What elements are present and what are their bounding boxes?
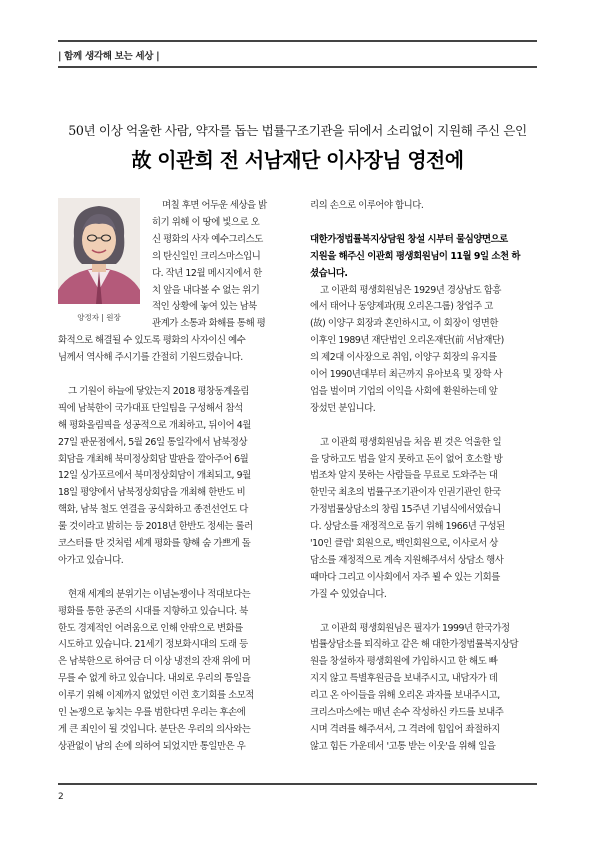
left-column-line: 무를 수 없게 하고 있습니다. 내외로 우리의 통일을 xyxy=(58,673,251,685)
left-column-line: 평화를 통한 공존의 시대를 지향하고 있습니다. 북 xyxy=(58,605,248,617)
left-column-line: 히기 위해 이 땅에 빛으로 오 xyxy=(152,216,260,228)
left-column-line: 은 남북한으로 하여금 더 이상 냉전의 잔재 위에 머 xyxy=(58,656,251,668)
left-column-line: 그 기원이 하늘에 닿았는지 2018 평창동계올림 xyxy=(68,385,250,397)
right-column-line: 않고 힘든 가운데서 '고통 받는 이웃'을 위해 일을 xyxy=(310,740,496,752)
left-column-line: 인 논쟁으로 놓치는 우를 범한다면 우리는 후손에 xyxy=(58,707,246,718)
right-column-line: 법조차 알지 못하는 사람들을 무료로 도와주는 대 xyxy=(310,470,498,482)
left-column-line: 픽에 남북한이 국가대표 단일팀을 구성해서 참석 xyxy=(58,402,243,414)
left-column-line: 게 큰 죄인이 될 것입니다. 분단은 우리의 의사와는 xyxy=(58,723,251,735)
right-column-line: 지원을 해주신 이관희 평생회원님이 11월 9일 소천 하 xyxy=(310,250,521,262)
left-column-line: 한도 경제적인 어려움으로 인해 안팎으로 변화를 xyxy=(58,622,243,634)
section-label: | 함께 생각해 보는 세상 | xyxy=(58,51,160,62)
right-column-line: (故) 이양구 회장과 혼인하시고, 이 회장이 영면한 xyxy=(310,318,498,330)
right-column-line: 가정법률상담소의 창립 15주년 기념식에서였습니 xyxy=(310,504,501,516)
right-column-line: 고 이관희 평생회원님은 1929년 경상남도 함흥 xyxy=(320,284,502,296)
right-column-line: 고 이관희 평생회원님은 필자가 1999년 한국가정 xyxy=(320,622,510,634)
photo-caption: 양정자 | 원장 xyxy=(77,313,121,322)
right-column-line: '10인 클럽' 회원으로, 백인회원으로, 이사로서 상 xyxy=(310,538,498,549)
right-column-line: 이어 1990년대부터 최근까지 유아보육 및 장학 사 xyxy=(310,369,503,380)
right-column-line: 담소를 재정적으로 계속 지원해주셔서 상담소 행사 xyxy=(310,554,504,566)
header-top-rule xyxy=(58,40,537,42)
left-column-line: 코스터를 탄 것처럼 세계 평화를 향해 숨 가쁘게 돌 xyxy=(58,538,251,549)
right-column-line: 가질 수 있었습니다. xyxy=(310,588,387,600)
right-column-line: 리고 온 아이들을 위해 오리온 과자를 보내주시고, xyxy=(310,690,500,702)
right-column-line: 에서 태어나 동양제과(現 오리온그룹) 창업주 고 xyxy=(310,301,493,313)
right-column-line: 이후인 1989년 재단법인 오리온재단(前 서남재단) xyxy=(310,335,504,347)
left-column-line: 님께서 역사해 주시기를 간절히 기원드렸습니다. xyxy=(58,352,243,364)
left-column-line: 다. 작년 12월 메시지에서 한 xyxy=(152,267,262,279)
header-bottom-rule xyxy=(58,66,537,68)
right-column-line: 한민국 최초의 법률구조기관이자 인권기관인 한국 xyxy=(310,487,501,499)
left-column-line: 이루기 위해 이제까지 없었던 이런 호기회를 소모적 xyxy=(58,690,254,702)
author-photo xyxy=(58,198,140,304)
left-column-line: 핵화, 남북 철도 연결을 공식화하고 종전선언도 다 xyxy=(58,504,248,516)
left-column-line: 관계가 소통과 화해를 통해 평 xyxy=(152,318,266,330)
right-column-line: 장섰던 분입니다. xyxy=(310,402,376,414)
left-column-line: 신 평화의 사자 예수그리스도 xyxy=(152,233,263,245)
right-column-line: 법률상담소를 퇴직하고 같은 해 대한가정법률복지상담 xyxy=(310,639,519,651)
right-column-line: 의 제2대 이사장으로 취임, 이양구 회장의 유지를 xyxy=(310,352,497,364)
left-column-line: 12일 싱가포르에서 북미정상회담이 개최되고, 9월 xyxy=(58,470,251,482)
right-column-line: 다. 상담소를 재정적으로 돕기 위해 1966년 구성된 xyxy=(310,521,505,533)
left-column-line: 치 앞을 내다볼 수 없는 위기 xyxy=(152,284,260,296)
right-column-line: 시며 격려를 해주셔서, 그 격려에 힘입어 좌절하지 xyxy=(310,723,500,735)
right-column-line: 원을 창설하자 평생회원에 가입하시고 한 해도 빠 xyxy=(310,656,498,668)
left-column-line: 18일 평양에서 남북정상회담을 개최해 한반도 비 xyxy=(58,487,246,499)
left-column-line: 시도하고 있습니다. 21세기 정보화시대의 도래 등 xyxy=(58,639,248,651)
left-column-line: 의 탄신일인 크리스마스입니 xyxy=(152,250,261,262)
article-title: 故 이관희 전 서남재단 이사장님 영전에 xyxy=(131,148,464,172)
right-column-line: 셨습니다. xyxy=(310,267,348,279)
footer-rule xyxy=(58,783,537,785)
page-number: 2 xyxy=(58,792,64,802)
left-column-line: 현재 세계의 분위기는 이념논쟁이나 적대보다는 xyxy=(68,588,251,600)
article-subtitle: 50년 이상 억울한 사람, 약자를 돕는 법률구조기관을 뒤에서 소리없이 지원해 주신 은인 xyxy=(68,123,527,138)
right-column-line: 리의 손으로 이루어야 합니다. xyxy=(310,200,424,211)
left-column-line: 룰 것이라고 밝히는 등 2018년 한반도 정세는 롤러 xyxy=(58,521,253,533)
right-column-line: 크리스마스에는 매년 손수 작성하신 카드를 보내주 xyxy=(310,707,504,718)
right-column-line: 때마다 그리고 이사회에서 자주 뵐 수 있는 기회를 xyxy=(310,571,500,583)
left-column-line: 화적으로 해결될 수 있도록 평화의 사자이신 예수 xyxy=(58,335,246,347)
right-column-line: 지지 않고 특별후원금을 보내주시고, 내담자가 데 xyxy=(310,673,498,685)
left-column-line: 해 평화올림픽을 성공적으로 개최하고, 뒤이어 4월 xyxy=(58,419,251,431)
left-column-line: 상관없이 남의 손에 의하여 되었지만 통일만은 우 xyxy=(58,740,246,752)
right-column-line: 대한가정법률복지상담원 창설 시부터 물심양면으로 xyxy=(310,233,508,245)
left-column-line: 며칠 후면 어두운 세상을 밝 xyxy=(162,200,267,211)
right-column-line: 고 이관희 평생회원님을 처음 뵌 것은 억울한 일 xyxy=(320,436,502,448)
left-column-line: 아가고 있습니다. xyxy=(58,554,124,566)
left-column-line: 회담을 개최해 북미정상회담 발판을 깔아주어 6월 xyxy=(58,453,249,465)
left-column-line: 27일 판문점에서, 5월 26일 통일각에서 남북정상 xyxy=(58,436,248,448)
left-column-line: 적인 상황에 놓여 있는 남북 xyxy=(152,301,257,313)
right-column-line: 을 당하고도 법을 알지 못하고 돈이 없어 호소할 방 xyxy=(310,453,503,465)
right-column-line: 업을 벌이며 기업의 이익을 사회에 환원하는데 앞 xyxy=(310,385,498,397)
